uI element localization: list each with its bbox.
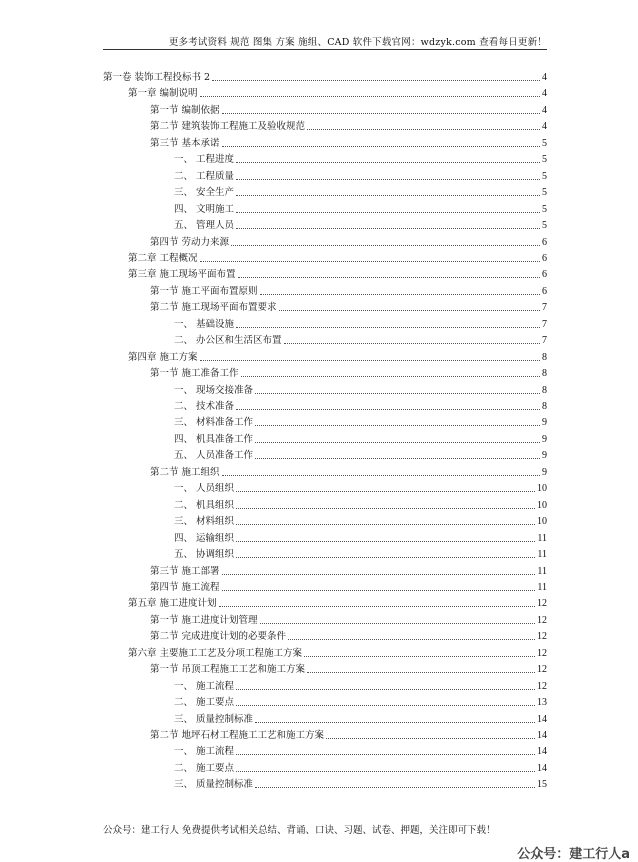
- toc-entry[interactable]: [150, 365, 547, 379]
- toc-entry-page: 11: [537, 549, 547, 561]
- toc-leader-dots: [236, 541, 535, 542]
- toc-entry[interactable]: [174, 201, 547, 215]
- toc-entry[interactable]: [174, 678, 547, 692]
- toc-leader-dots: [236, 228, 540, 229]
- toc-entry-label: 三、 材料组织: [174, 516, 235, 528]
- toc-leader-dots: [236, 557, 535, 558]
- toc-entry-page: 10: [537, 499, 547, 511]
- toc-entry-page: 11: [537, 532, 547, 544]
- toc-entry-label: 第一卷 装饰工程投标书 2: [103, 72, 211, 83]
- header-rule: [103, 49, 547, 50]
- toc-leader-dots: [255, 393, 540, 394]
- toc-entry[interactable]: [174, 398, 547, 412]
- toc-entry-label: 四、 文明施工: [174, 203, 235, 215]
- toc-entry[interactable]: [174, 151, 547, 165]
- toc-entry[interactable]: [150, 102, 547, 116]
- toc-entry-page: 12: [537, 664, 547, 676]
- toc-entry-label: 五、 协调组织: [174, 549, 235, 561]
- toc-entry-label: 二、 机具组织: [174, 499, 235, 511]
- toc-entry[interactable]: [128, 645, 547, 659]
- toc-leader-dots: [236, 179, 540, 180]
- toc-entry-page: 5: [542, 203, 547, 215]
- toc-entry-page: 13: [537, 697, 547, 709]
- toc-entry-label: 第四章 施工方案: [128, 351, 198, 363]
- toc-entry[interactable]: [150, 563, 547, 577]
- toc-entry[interactable]: [174, 332, 547, 346]
- toc-entry-page: 6: [542, 285, 547, 297]
- toc-entry[interactable]: [174, 168, 547, 182]
- toc-entry[interactable]: [150, 661, 547, 675]
- toc-entry-label: 第四节 施工流程: [150, 581, 220, 593]
- toc-leader-dots: [307, 129, 540, 130]
- toc-leader-dots: [238, 277, 540, 278]
- toc-entry-page: 4: [542, 72, 547, 83]
- toc-entry[interactable]: [174, 480, 547, 494]
- toc-entry-page: 9: [542, 450, 547, 462]
- toc-entry-page: 10: [537, 483, 547, 495]
- toc-entry-label: 二、 办公区和生活区布置: [174, 335, 282, 347]
- toc-entry-label: 一、 施工流程: [174, 680, 235, 692]
- toc-entry-label: 第四节 劳动力来源: [150, 236, 230, 248]
- toc-entry-label: 二、 技术准备: [174, 401, 235, 412]
- toc-entry-label: 一、 基础设施: [174, 318, 235, 330]
- toc-entry-page: 7: [542, 335, 547, 347]
- toc-entry-page: 15: [537, 779, 547, 791]
- toc-leader-dots: [200, 360, 540, 361]
- toc-entry-page: 14: [537, 730, 547, 741]
- toc-entry-page: 4: [542, 88, 547, 100]
- toc-entry-label: 三、 质量控制标准: [174, 713, 254, 725]
- toc-leader-dots: [260, 294, 540, 295]
- toc-leader-dots: [255, 787, 535, 788]
- toc-leader-dots: [236, 524, 535, 525]
- toc-leader-dots: [236, 508, 535, 509]
- toc-leader-dots: [222, 574, 536, 575]
- toc-entry[interactable]: [174, 382, 547, 396]
- toc-entry-page: 7: [542, 302, 547, 314]
- toc-entry-label: 第二节 施工现场平面布置要求: [150, 302, 277, 314]
- toc-leader-dots: [236, 409, 540, 410]
- toc-entry-page: 12: [537, 631, 547, 643]
- toc-entry-page: 12: [537, 614, 547, 626]
- toc-entry-page: 9: [542, 466, 547, 478]
- toc-entry-label: 五、 人员准备工作: [174, 450, 254, 462]
- toc-entry[interactable]: [174, 743, 547, 757]
- toc-entry-label: 一、 现场交接准备: [174, 384, 254, 396]
- toc-entry[interactable]: [174, 776, 547, 790]
- toc-leader-dots: [236, 491, 535, 492]
- toc-leader-dots: [236, 212, 540, 213]
- toc-leader-dots: [255, 458, 540, 459]
- toc-entry[interactable]: [150, 612, 547, 626]
- page-header: 更多考试资料 规范 图集 方案 施组、CAD 软件下载官网：wdzyk.com 查看每日更新！: [168, 37, 547, 48]
- toc-entry-page: 8: [542, 368, 547, 380]
- toc-entry-page: 5: [542, 137, 547, 149]
- toc-leader-dots: [236, 705, 535, 706]
- toc-entry-label: 二、 施工要点: [174, 762, 235, 774]
- toc-entry[interactable]: [174, 316, 547, 330]
- toc-leader-dots: [279, 310, 540, 311]
- toc-entry-page: 8: [542, 384, 547, 396]
- toc-entry-page: 5: [542, 220, 547, 232]
- toc-entry-label: 第一节 编制依据: [150, 104, 220, 116]
- toc-entry[interactable]: [150, 135, 547, 149]
- toc-entry-label: 第二节 施工组织: [150, 466, 220, 478]
- toc-entry-label: 二、 工程质量: [174, 170, 235, 182]
- toc-entry-page: 4: [542, 121, 547, 133]
- toc-entry-label: 四、 机具准备工作: [174, 433, 254, 445]
- toc-entry-label: 二、 施工要点: [174, 697, 235, 709]
- toc-entry-label: 三、 质量控制标准: [174, 779, 254, 791]
- toc-leader-dots: [236, 689, 535, 690]
- toc-entry-page: 5: [542, 187, 547, 199]
- toc-leader-dots: [255, 425, 540, 426]
- toc-entry-page: 10: [537, 516, 547, 528]
- toc-entry-label: 第一章 编制说明: [128, 88, 198, 100]
- toc-entry-label: 五、 管理人员: [174, 220, 235, 232]
- toc-entry[interactable]: [128, 250, 547, 264]
- toc-entry-label: 第一节 施工平面布置原则: [150, 285, 258, 297]
- toc-entry[interactable]: [174, 431, 547, 445]
- toc-entry[interactable]: [150, 464, 547, 478]
- toc-leader-dots: [200, 96, 540, 97]
- toc-entry-label: 三、 安全生产: [174, 187, 235, 199]
- toc-leader-dots: [231, 245, 540, 246]
- toc-leader-dots: [222, 590, 536, 591]
- toc-entry-page: 5: [542, 170, 547, 182]
- toc-entry-page: 11: [537, 581, 547, 593]
- toc-entry[interactable]: [150, 579, 547, 593]
- toc-entry-page: 4: [542, 104, 547, 116]
- toc-entry-label: 第二章 工程概况: [128, 252, 198, 264]
- toc-entry-label: 一、 工程进度: [174, 154, 235, 166]
- toc-entry-label: 第三节 基本承诺: [150, 137, 220, 149]
- toc-entry-page: 5: [542, 154, 547, 166]
- toc-entry[interactable]: [174, 217, 547, 231]
- toc-entry[interactable]: [103, 69, 547, 83]
- toc-entry[interactable]: [174, 530, 547, 544]
- toc-entry[interactable]: [150, 628, 547, 642]
- toc-entry-page: 8: [542, 401, 547, 412]
- toc-entry-page: 6: [542, 252, 547, 264]
- toc-entry-page: 8: [542, 351, 547, 363]
- toc-entry-label: 四、 运输组织: [174, 532, 235, 544]
- toc-entry-label: 第二节 建筑装饰工程施工及验收规范: [150, 121, 306, 133]
- toc-entry-label: 第六章 主要施工工艺及分项工程施工方案: [128, 647, 303, 659]
- toc-leader-dots: [236, 162, 540, 163]
- toc-entry-label: 一、 施工流程: [174, 746, 235, 758]
- toc-entry[interactable]: [128, 349, 547, 363]
- toc-entry[interactable]: [174, 546, 547, 560]
- toc-leader-dots: [326, 738, 535, 739]
- toc-leader-dots: [236, 327, 540, 328]
- toc-entry-page: 14: [537, 746, 547, 758]
- toc-entry[interactable]: [150, 118, 547, 132]
- toc-leader-dots: [222, 475, 540, 476]
- toc-entry-page: 14: [537, 713, 547, 725]
- toc-leader-dots: [236, 754, 535, 755]
- toc-entry[interactable]: [150, 234, 547, 248]
- toc-leader-dots: [236, 195, 540, 196]
- toc-entry-page: 6: [542, 236, 547, 248]
- toc-entry-label: 一、 人员组织: [174, 483, 235, 495]
- toc-entry-label: 第一节 施工进度计划管理: [150, 614, 258, 626]
- toc-leader-dots: [284, 343, 540, 344]
- toc-entry[interactable]: [174, 497, 547, 511]
- toc-leader-dots: [200, 261, 540, 262]
- toc-entry[interactable]: [150, 299, 547, 313]
- toc-entry[interactable]: [174, 513, 547, 527]
- toc-entry-page: 12: [537, 647, 547, 659]
- watermark: 公众号：建工行人a: [517, 847, 630, 862]
- toc-entry-label: 第一节 吊顶工程施工工艺和施工方案: [150, 664, 306, 676]
- toc-entry-page: 14: [537, 762, 547, 774]
- toc-entry-label: 第二节 完成进度计划的必要条件: [150, 631, 287, 643]
- toc-leader-dots: [241, 376, 540, 377]
- toc-entry-label: 第二节 地坪石材工程施工工艺和施工方案: [150, 730, 325, 741]
- toc-entry-label: 三、 材料准备工作: [174, 417, 254, 429]
- toc-entry[interactable]: [150, 283, 547, 297]
- toc-leader-dots: [222, 146, 540, 147]
- page-footer: 公众号：建工行人 免费提供考试相关总结、背诵、口诀、习题、试卷、押题，关注即可下载！: [103, 825, 496, 836]
- toc-entry[interactable]: [128, 595, 547, 609]
- toc-entry[interactable]: [174, 711, 547, 725]
- toc-entry-label: 第一节 施工准备工作: [150, 368, 239, 380]
- toc-entry-page: 12: [537, 598, 547, 610]
- toc-leader-dots: [222, 113, 540, 114]
- toc-leader-dots: [260, 623, 535, 624]
- toc-entry[interactable]: [128, 266, 547, 280]
- toc-entry-label: 第三节 施工部署: [150, 565, 220, 577]
- toc-entry[interactable]: [174, 184, 547, 198]
- toc-entry[interactable]: [174, 694, 547, 708]
- toc-leader-dots: [304, 656, 535, 657]
- toc-entry-page: 7: [542, 318, 547, 330]
- toc-entry[interactable]: [150, 727, 547, 741]
- toc-leader-dots: [288, 639, 535, 640]
- toc-leader-dots: [255, 722, 535, 723]
- toc-entry-label: 第五章 施工进度计划: [128, 598, 217, 610]
- toc-entry-page: 6: [542, 269, 547, 281]
- toc-entry-page: 9: [542, 417, 547, 429]
- toc-entry[interactable]: [174, 447, 547, 461]
- toc-leader-dots: [255, 442, 540, 443]
- toc-entry-page: 11: [537, 565, 547, 577]
- toc-leader-dots: [307, 672, 535, 673]
- toc-leader-dots: [219, 606, 535, 607]
- toc-entry[interactable]: [128, 85, 547, 99]
- toc-leader-dots: [212, 80, 540, 81]
- toc-entry-page: 12: [537, 680, 547, 692]
- toc-leader-dots: [236, 771, 535, 772]
- toc-entry[interactable]: [174, 760, 547, 774]
- toc-entry[interactable]: [174, 414, 547, 428]
- toc-entry-page: 9: [542, 433, 547, 445]
- toc-entry-label: 第三章 施工现场平面布置: [128, 269, 236, 281]
